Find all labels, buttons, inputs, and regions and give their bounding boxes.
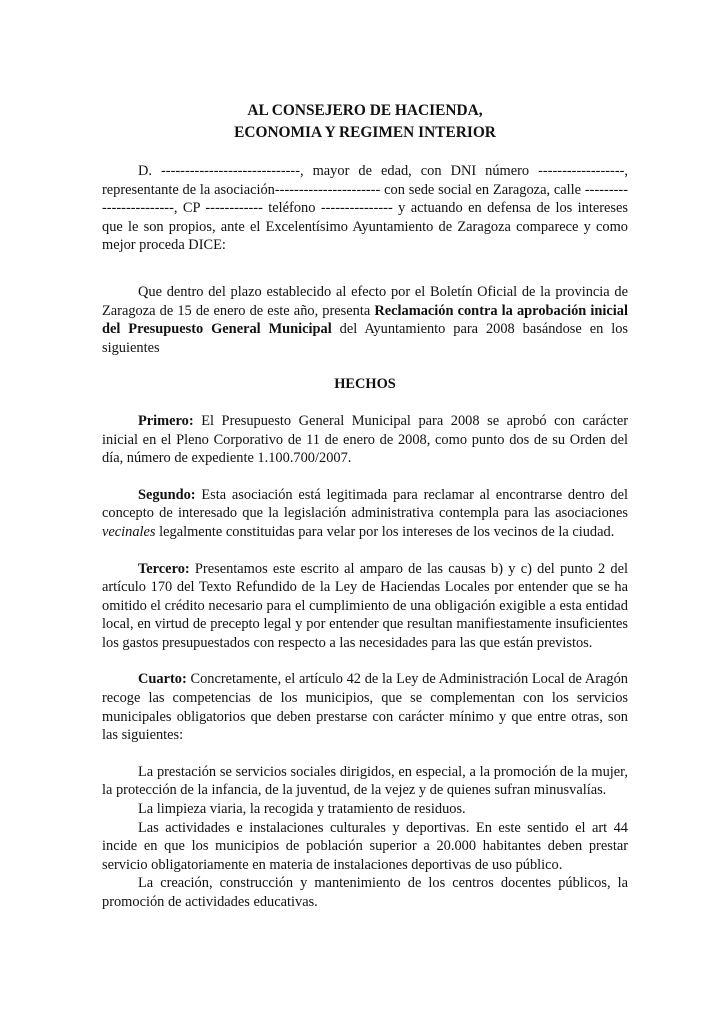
service-item: La prestación se servicios sociales dirigidos, en especial, a la promoción de la mujer, la protección de la infancia, de la juventud, de la vejez y de quienes sufran minusvalías.	[102, 763, 628, 799]
claim-paragraph	[102, 283, 628, 357]
service-item: La limpieza viaria, la recogida y tratamiento de residuos.	[138, 801, 466, 818]
document-page	[102, 100, 628, 912]
cuarto-text: Concretamente, el artículo 42 de la Ley de Administración Local de Aragón recoge las competencias de los municipios, que se complementan con los servicios municipales obligatorios que deben prestarse con carácter mínimo y que entre otras, son las siguientes:	[102, 671, 628, 744]
tercero-label: Tercero:	[138, 560, 190, 577]
claim-text-2: del Ayuntamiento para 2008 basándose en los siguientes	[102, 321, 629, 356]
tercero-paragraph	[102, 560, 628, 653]
claim-bold-text: Reclamación contra la aprobación inicial del Presupuesto General Municipal	[102, 302, 628, 338]
segundo-label: Segundo:	[138, 486, 196, 503]
service-item: Las actividades e instalaciones culturales y deportivas. En este sentido el art 44 incide en que los municipios de población superior a 20.000 habitantes deben prestar servicio obligatoriamente en materia de instalaciones deportivas de uso público.	[102, 819, 628, 873]
intro-paragraph: D. -----------------------------, mayor de edad, con DNI número ------------------, representante de la asociación---------------------- con sede social en Zaragoza, calle ------------------------, CP ------------ teléfono --------------- y actuando en defensa de los intereses que le son propios, ante el Excelentísimo Ayuntamiento de Zaragoza comparece y como mejor proceda DICE:	[102, 163, 628, 254]
segundo-italic: vecinales	[102, 523, 156, 540]
segundo-paragraph	[102, 486, 628, 542]
tercero-text: Presentamos este escrito al amparo de las causas b) y c) del punto 2 del artículo 170 del Texto Refundido de la Ley de Haciendas Locales por entender que se ha omitido el crédito necesario para el cumplimiento de una obligación exigible a esta entidad local, en virtud de precepto legal y por entender que resultan manifiestamente insuficientes los gastos presupuestados con respecto a las necesidades para las que están previstos.	[102, 560, 628, 651]
claim-text-1: Que dentro del plazo establecido al efecto por el Boletín Oficial de la provincia de Zaragoza de 15 de enero de este año, presenta	[102, 283, 628, 319]
cuarto-label: Cuarto:	[138, 671, 187, 688]
addressee-line-1: AL CONSEJERO DE HACIENDA,	[247, 102, 483, 119]
addressee-line-2: ECONOMIA Y REGIMEN INTERIOR	[234, 124, 496, 141]
service-item: La creación, construcción y mantenimiento de los centros docentes públicos, la promoción de actividades educativas.	[102, 875, 628, 910]
cuarto-paragraph	[102, 670, 628, 744]
primero-text: El Presupuesto General Municipal para 2008 se aprobó con carácter inicial en el Pleno Corporativo de 11 de enero de 2008, como punto dos de su Orden del día, número de expediente 1.100.700/2007.	[102, 412, 628, 467]
hechos-heading-text: HECHOS	[334, 376, 396, 393]
primero-paragraph	[102, 412, 628, 468]
segundo-text-1: Esta asociación está legitimada para reclamar al encontrarse dentro del concepto de interesado que la legislación administrativa contempla para las asociaciones	[102, 486, 628, 522]
hechos-heading	[102, 375, 628, 394]
primero-label: Primero:	[138, 412, 194, 429]
segundo-text-2: legalmente constituidas para velar por los intereses de los vecinos de la ciudad.	[155, 523, 615, 540]
